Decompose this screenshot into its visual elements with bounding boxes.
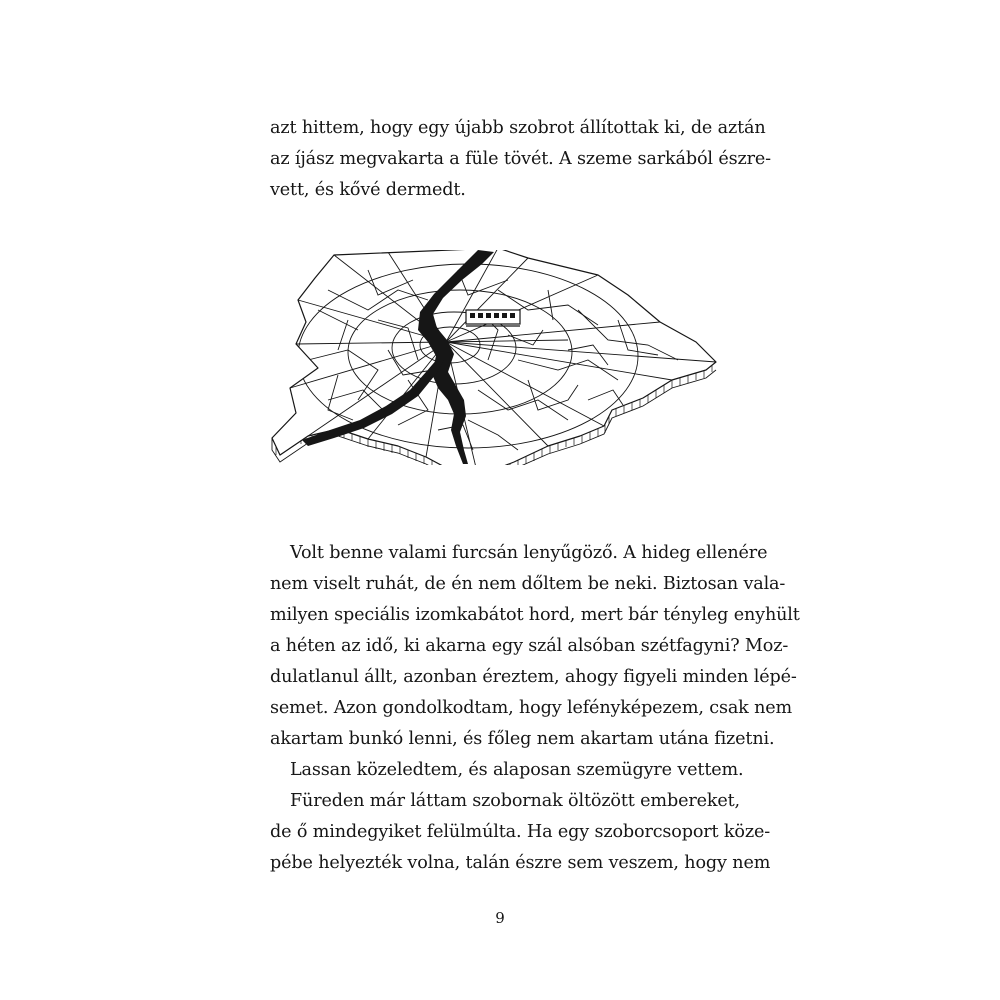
page-number: 9 — [495, 909, 505, 927]
text-line: akartam bunkó lenni, és főleg nem akartam utána fizetni. — [270, 729, 775, 749]
text-line: dulatlanul állt, azonban éreztem, ahogy figyeli minden lépé- — [270, 667, 797, 687]
tram-icon — [466, 310, 520, 326]
text-line: semet. Azon gondolkodtam, hogy lefényképezem, csak nem — [270, 698, 793, 718]
text-line: azt hittem, hogy egy újabb szobrot állítottak ki, de aztán — [270, 118, 766, 138]
text-line: milyen speciális izomkabátot hord, mert bár tényleg enyhült — [270, 605, 800, 625]
paragraph-bottom — [270, 538, 800, 879]
city-map-illustration — [268, 250, 728, 465]
text-line: a héten az idő, ki akarna egy szál alsóban szétfagyni? Moz- — [270, 636, 789, 656]
paragraph-top — [270, 113, 771, 206]
text-line: Volt benne valami furcsán lenyűgöző. A hideg ellenére — [290, 543, 768, 563]
text-line: de ő mindegyiket felülmúlta. Ha egy szoborcsoport köze- — [270, 822, 771, 842]
text-line: vett, és kővé dermedt. — [270, 180, 466, 200]
text-line: Lassan közeledtem, és alaposan szemügyre vettem. — [290, 760, 744, 780]
text-line: Füreden már láttam szobornak öltözött embereket, — [290, 791, 740, 811]
text-line: az íjász megvakarta a füle tövét. A szeme sarkából észre- — [270, 149, 771, 169]
text-line: pébe helyezték volna, talán észre sem veszem, hogy nem — [270, 853, 771, 873]
text-line: nem viselt ruhát, de én nem dőltem be neki. Biztosan vala- — [270, 574, 786, 594]
